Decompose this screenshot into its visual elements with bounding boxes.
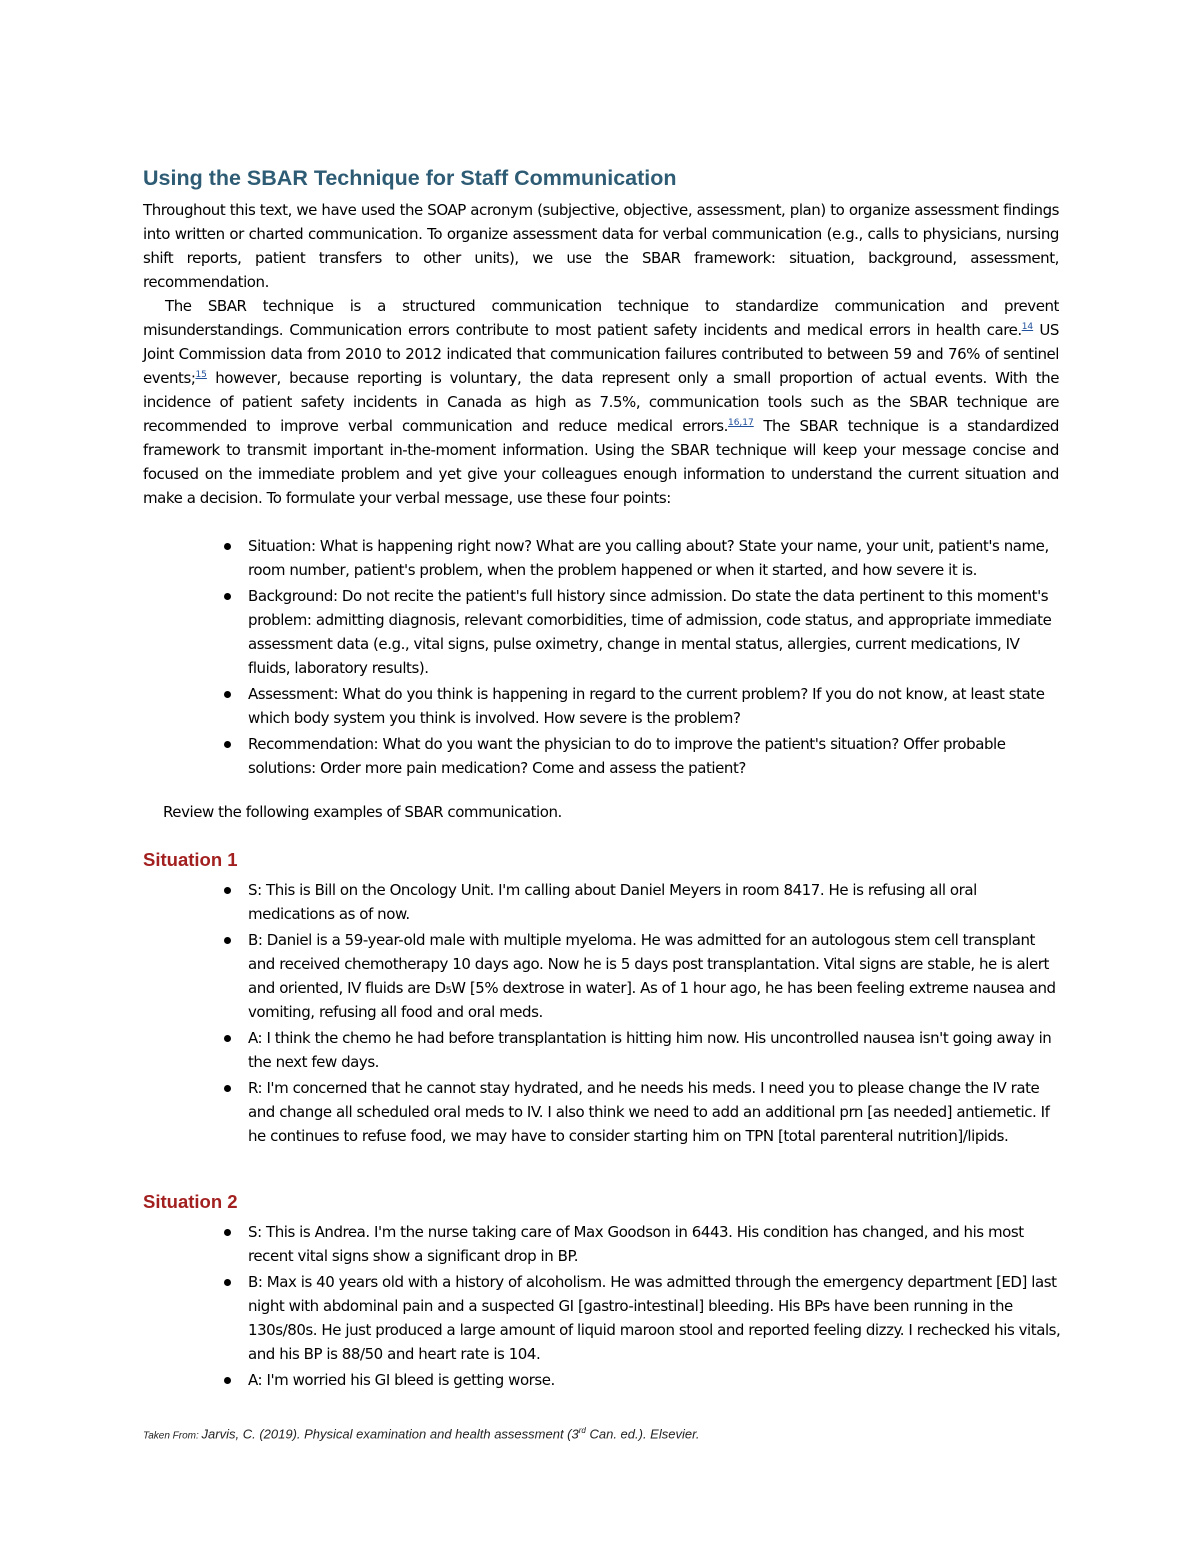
item-text: Daniel is a 59-year-old male with multiple myeloma. He was admitted for an autologous stem cell transplant and received chemotherapy 10 days ago. Now he is 5 days post transplantation. Vital signs are stable, he is alert and oriented, IV fluids are D₅W [5% dextrose in water]. As of 1 hour ago, he has been feeling extreme nausea and vomiting, refusing all food and oral meds. — [248, 931, 1056, 1021]
item-label: Assessment: — [248, 685, 339, 703]
paragraph-text: The SBAR technique is a structured communication technique to standardize communication and prevent misunderstandings. Communication errors contribute to most patient safety incidents and medical errors in health care. — [143, 297, 1059, 339]
list-item — [222, 1368, 1062, 1392]
page-title: Using the SBAR Technique for Staff Communication — [143, 166, 677, 190]
item-text: Do not recite the patient's full history since admission. Do state the data pertinent to this moment's problem: admitting diagnosis, relevant comorbidities, time of admission, code status, and appropriate immediate assessment data (e.g., vital signs, pulse oximetry, change in mental status, allergies, current medications, IV fluids, laboratory results). — [248, 587, 1052, 677]
footer-superscript: rd — [578, 1426, 586, 1435]
bullet-icon — [224, 937, 231, 944]
bullet-icon — [224, 593, 231, 600]
list-item — [222, 534, 1062, 582]
item-text: This is Bill on the Oncology Unit. I'm calling about Daniel Meyers in room 8417. He is refusing all oral medications as of now. — [248, 881, 977, 923]
list-item — [222, 928, 1062, 1024]
intro-paragraph-2 — [143, 294, 1059, 510]
footer-citation: Jarvis, C. (2019). Physical examination and health assessment (3 — [201, 1426, 579, 1442]
list-item — [222, 584, 1062, 680]
item-text: This is Andrea. I'm the nurse taking care of Max Goodson in 6443. His condition has changed, and his most recent vital signs show a significant drop in BP. — [248, 1223, 1024, 1265]
situation-2-list — [222, 1220, 1062, 1394]
source-footer — [143, 1422, 700, 1445]
item-label: A: — [248, 1029, 263, 1047]
bullet-icon — [224, 1229, 231, 1236]
list-item — [222, 682, 1062, 730]
item-label: Situation: — [248, 537, 316, 555]
item-text: What is happening right now? What are you calling about? State your name, your unit, patient's name, room number, patient's problem, when the problem happened or when it started, and how severe it is. — [248, 537, 1049, 579]
item-text: I think the chemo he had before transplantation is hitting him now. His uncontrolled nausea isn't going away in the next few days. — [248, 1029, 1052, 1071]
bullet-icon — [224, 741, 231, 748]
bullet-icon — [224, 1085, 231, 1092]
item-label: A: — [248, 1371, 263, 1389]
item-label: S: — [248, 881, 262, 899]
bullet-icon — [224, 543, 231, 550]
item-label: B: — [248, 931, 263, 949]
footnote-link[interactable]: 16,17 — [727, 418, 754, 428]
list-item — [222, 1026, 1062, 1074]
situation-2-heading: Situation 2 — [143, 1191, 238, 1212]
item-text: What do you want the physician to do to improve the patient's situation? Offer probable solutions: Order more pain medication? Come and assess the patient? — [248, 735, 1006, 777]
list-item — [222, 1220, 1062, 1268]
list-item — [222, 1270, 1062, 1366]
item-text: Max is 40 years old with a history of alcoholism. He was admitted through the emergency department [ED] last night with abdominal pain and a suspected GI [gastro-intestinal] bleeding. His BPs have been running in the 130s/80s. He just produced a large amount of liquid maroon stool and reported feeling dizzy. I rechecked his vitals, and his BP is 88/50 and heart rate is 104. — [248, 1273, 1061, 1363]
item-text: I'm concerned that he cannot stay hydrated, and he needs his meds. I need you to please change the IV rate and change all scheduled oral meds to IV. I also think we need to add an additional prn [as needed] antiemetic. If he continues to refuse food, we may have to consider starting him on TPN [total parenteral nutrition]/lipids. — [248, 1079, 1050, 1145]
situation-1-heading: Situation 1 — [143, 849, 238, 870]
item-text: I'm worried his GI bleed is getting worse. — [262, 1371, 555, 1389]
item-label: S: — [248, 1223, 262, 1241]
intro-paragraph-1: Throughout this text, we have used the SOAP acronym (subjective, objective, assessment, plan) to organize assessment findings into written or charted communication. To organize assessment data for verbal communication (e.g., calls to physicians, nursing shift reports, patient transfers to other units), we use the SBAR framework: situation, background, assessment, recommendation. — [143, 201, 1059, 291]
review-line: Review the following examples of SBAR communication. — [163, 803, 562, 821]
paragraph-text: however, because reporting is voluntary, the data represent only a small proportion of actual events. With the incidence of patient safety incidents in Canada as high as 7.5%, communication tools such as the SBAR technique are recommended to improve verbal communication and reduce medical errors. — [143, 369, 1059, 435]
list-item — [222, 1076, 1062, 1148]
bullet-icon — [224, 1377, 231, 1384]
item-label: Recommendation: — [248, 735, 379, 753]
list-item — [222, 732, 1062, 780]
item-text: What do you think is happening in regard to the current problem? If you do not know, at least state which body system you think is involved. How severe is the problem? — [248, 685, 1045, 727]
footnote-link[interactable]: 15 — [195, 370, 207, 380]
item-label: R: — [248, 1079, 263, 1097]
list-item — [222, 878, 1062, 926]
bullet-icon — [224, 691, 231, 698]
paragraph-text: The SBAR technique is a standardized framework to transmit important in-the-moment information. Using the SBAR technique will keep your message concise and focused on the immediate problem and yet give your colleagues enough information to understand the current situation and make a decision. To formulate your verbal message, use these four points: — [143, 417, 1059, 507]
bullet-icon — [224, 887, 231, 894]
footer-citation-end: Can. ed.). Elsevier. — [585, 1426, 700, 1442]
sbar-points-list — [222, 534, 1062, 782]
footnote-link[interactable]: 14 — [1021, 322, 1034, 332]
bullet-icon — [224, 1279, 231, 1286]
footer-prefix: Taken From: — [143, 1430, 202, 1442]
bullet-icon — [224, 1035, 231, 1042]
item-label: Background: — [248, 587, 338, 605]
paragraph-text: US Joint Commission data from 2010 to 2012 indicated that communication failures contributed to between 59 and 76% of sentinel events; — [143, 321, 1060, 387]
situation-1-list — [222, 878, 1062, 1150]
item-label: B: — [248, 1273, 263, 1291]
